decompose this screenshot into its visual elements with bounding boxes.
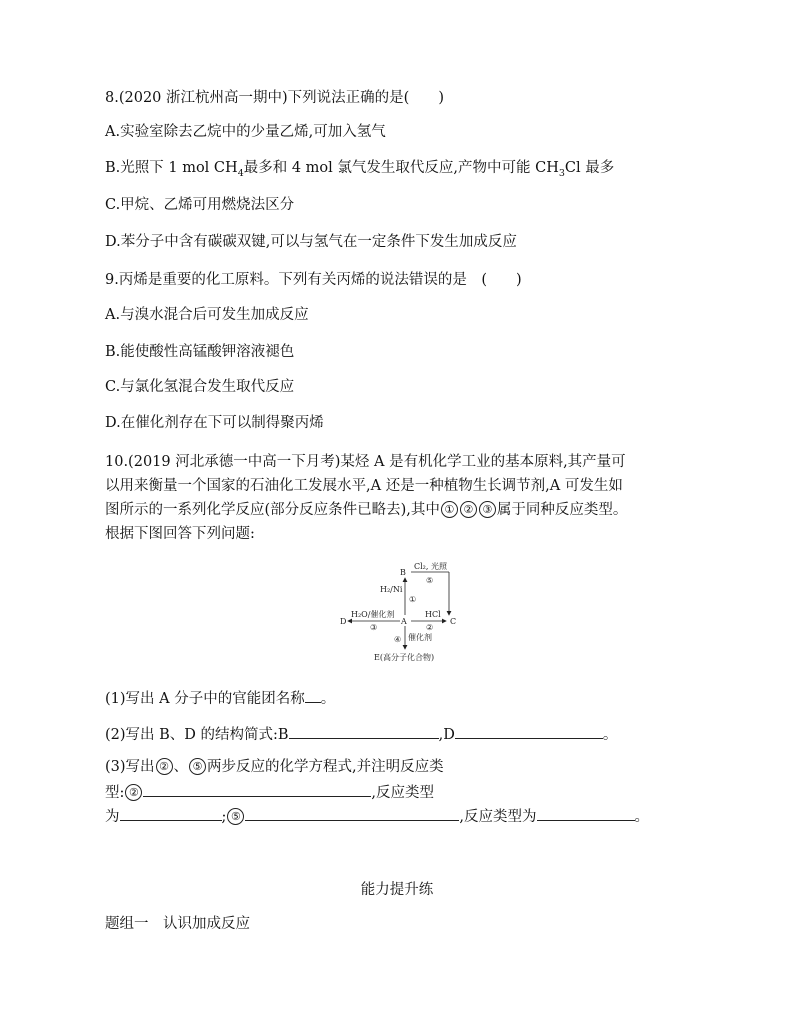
cond-a-to-d: H₂O/催化剂 — [351, 610, 395, 619]
num-1: ① — [409, 595, 417, 604]
answer-blank-eq-2 — [143, 782, 371, 797]
answer-blank-eq-5 — [245, 806, 459, 821]
q10-part-3-line-2: 型: ② ,反应类型 — [105, 782, 434, 803]
circle-number-3: ③ — [479, 501, 496, 518]
circle-number-2: ② — [156, 758, 173, 775]
q9-option-d: D.在催化剂存在下可以制得聚丙烯 — [105, 415, 324, 431]
answer-blank-d — [455, 724, 603, 739]
q9-option-a: A.与溴水混合后可发生加成反应 — [105, 307, 309, 323]
num-2: ② — [426, 623, 434, 632]
q9-option-b: B.能使酸性高锰酸钾溶液褪色 — [105, 344, 295, 360]
q10-part-2: (2)写出 B、D 的结构简式:B ,D 。 — [105, 724, 617, 745]
answer-blank — [305, 688, 321, 703]
q10-line-3: 图所示的一系列化学反应(部分反应条件已略去),其中 ① ② ③ 属于同种反应类型。 — [105, 502, 628, 518]
cond-b-to-c: Cl₂, 光照 — [414, 562, 447, 571]
q8-option-b: B.光照下 1 mol $CH_4$最多和 4 mol 氯气发生取代反应,产物中可能 $CH_3Cl$ 最多 — [105, 160, 615, 179]
num-4: ④ — [394, 635, 402, 644]
section-title: 能力提升练 — [360, 882, 434, 898]
circle-number-2: ② — [125, 784, 142, 801]
reaction-scheme-diagram — [336, 560, 476, 670]
q8-stem: 8.(2020 浙江杭州高一期中)下列说法正确的是( ) — [105, 90, 444, 106]
cond-a-to-e: 催化剂 — [408, 633, 432, 642]
node-c: C — [450, 617, 457, 626]
q10-part-3-line-3: 为 ; ⑤ ,反应类型为 。 — [105, 806, 649, 827]
circle-number-5: ⑤ — [227, 808, 244, 825]
answer-blank-type-5 — [537, 806, 635, 821]
node-b: B — [400, 568, 406, 577]
answer-blank-type-2 — [120, 806, 222, 821]
q8-option-c: C.甲烷、乙烯可用燃烧法区分 — [105, 197, 295, 213]
q9-stem: 9.丙烯是重要的化工原料。下列有关丙烯的说法错误的是 ( ) — [105, 272, 522, 288]
node-d: D — [340, 617, 347, 626]
node-e: E(高分子化合物) — [374, 653, 435, 662]
num-5: ⑤ — [426, 576, 434, 585]
circle-number-5: ⑤ — [189, 758, 206, 775]
group-title: 题组一 认识加成反应 — [105, 916, 250, 932]
q10-line-1: 10.(2019 河北承德一中高一下月考)某烃 A 是有机化学工业的基本原料,其产量可 — [105, 454, 626, 470]
q8-option-d: D.苯分子中含有碳碳双键,可以与氢气在一定条件下发生加成反应 — [105, 234, 517, 250]
q10-part-1: (1)写出 A 分子中的官能团名称 。 — [105, 688, 335, 709]
q10-part-3: (3)写出 ② 、 ⑤ 两步反应的化学方程式,并注明反应类 — [105, 759, 444, 775]
cond-a-to-c: HCl — [425, 610, 441, 619]
q9-option-c: C.与氯化氢混合发生取代反应 — [105, 379, 295, 395]
circle-number-2: ② — [460, 501, 477, 518]
cond-a-to-b: H₂/Ni — [380, 585, 403, 594]
circle-number-1: ① — [441, 501, 458, 518]
node-a: A — [401, 617, 407, 626]
num-3: ③ — [370, 623, 378, 632]
q8-option-a: A.实验室除去乙烷中的少量乙烯,可加入氢气 — [105, 124, 386, 140]
q10-line-2: 以用来衡量一个国家的石油化工发展水平,A 还是一种植物生长调节剂,A 可发生如 — [105, 478, 623, 494]
answer-blank-b — [289, 724, 439, 739]
q10-line-4: 根据下图回答下列问题: — [105, 526, 255, 542]
